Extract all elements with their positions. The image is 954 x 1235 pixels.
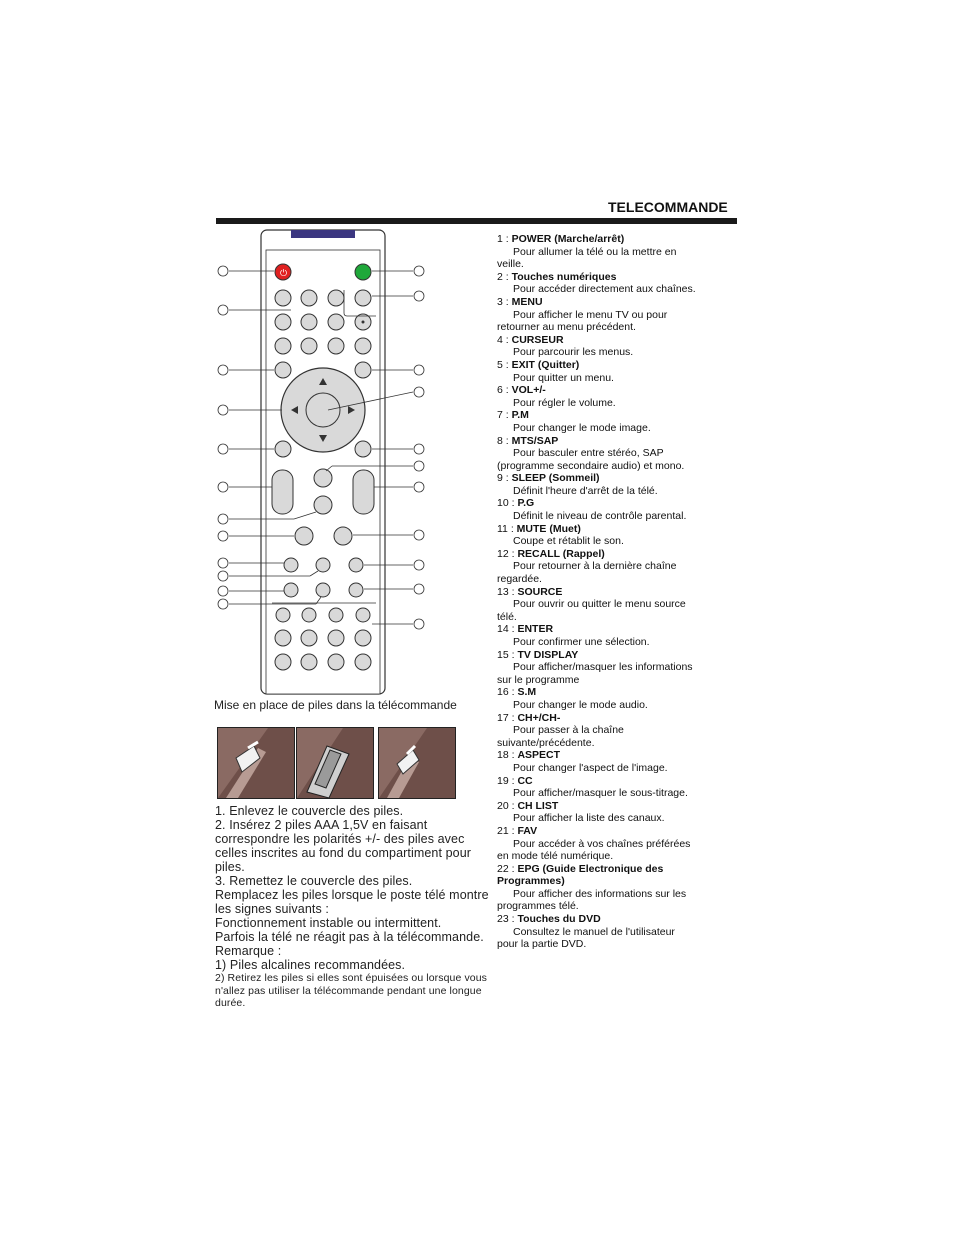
key-item: 22 : EPG (Guide Electronique des Programmes) Pour afficher des informations sur les programmes télé. (497, 862, 687, 913)
instruction-1: 1. Enlevez le couvercle des piles. (215, 804, 404, 818)
key-item: 4 : CURSEUR Pour parcourir les menus. (497, 333, 634, 359)
instruction-3: 3. Remettez le couvercle des piles. (215, 874, 413, 888)
key-item: 6 : VOL+/- Pour régler le volume. (497, 384, 616, 409)
key-item: 14 : ENTER Pour confirmer une sélection. (497, 623, 650, 648)
key-item: 19 : CC Pour afficher/masquer le sous-titrage. (497, 774, 688, 800)
battery-photo-3 (378, 727, 456, 799)
key-item: 8 : MTS/SAP Pour basculer entre stéréo, SAP (programme secondaire audio) et mono. (497, 434, 685, 472)
battery-instructions (215, 804, 495, 1010)
instruction-4: Remplacez les piles lorsque le poste télé montre les signes suivants : (215, 888, 489, 916)
instruction-7: Remarque : (215, 944, 282, 958)
instruction-6: Parfois la télé ne réagit pas à la télécommande. (215, 930, 484, 944)
header-rule (216, 218, 737, 224)
key-item: 23 : Touches du DVD Consultez le manuel de l'utilisateur pour la partie DVD. (497, 913, 675, 951)
svg-text:⏻: ⏻ (280, 269, 288, 279)
key-item: 13 : SOURCE Pour ouvrir ou quitter le menu source télé. (497, 585, 686, 623)
key-item: 21 : FAV Pour accéder à vos chaînes préférées en mode télé numérique. (497, 824, 691, 863)
key-item: 7 : P.M Pour changer le mode image. (497, 409, 651, 434)
key-item: 9 : SLEEP (Sommeil) Définit l'heure d'arrêt de la télé. (497, 472, 658, 497)
remote-illustration (216, 228, 476, 696)
remote-diagram (216, 228, 476, 696)
battery-photo-1 (217, 727, 295, 799)
note-small: 2) Retirez les piles si elles sont épuisées ou lorsque vous n'allez pas utiliser la télécommande pendant une longue durée. (215, 972, 488, 1009)
key-item: 3 : MENU Pour afficher le menu TV ou pour retourner au menu précédent. (497, 295, 668, 334)
key-item: 16 : S.M Pour changer le mode audio. (497, 686, 648, 711)
key-item: 2 : Touches numériques Pour accéder directement aux chaînes. (497, 270, 696, 296)
key-descriptions (497, 233, 697, 951)
instruction-5: Fonctionnement instable ou intermittent. (215, 916, 442, 930)
key-item: 18 : ASPECT Pour changer l'aspect de l'image. (497, 749, 668, 774)
battery-install-title: Mise en place de piles dans la télécommande (214, 698, 457, 712)
key-item: 12 : RECALL (Rappel) Pour retourner à la dernière chaîne regardée. (497, 547, 677, 586)
instruction-8: 1) Piles alcalines recommandées. (215, 958, 406, 972)
key-item: 1 : POWER (Marche/arrêt) Pour allumer la télé ou la mettre en veille. (497, 233, 677, 271)
key-item: 15 : TV DISPLAY Pour afficher/masquer les informations sur le programme (497, 648, 693, 686)
key-item: 17 : CH+/CH- Pour passer à la chaîne suivante/précédente. (497, 711, 624, 749)
key-item: 20 : CH LIST Pour afficher la liste des canaux. (497, 799, 665, 825)
instruction-2: 2. Insérez 2 piles AAA 1,5V en faisant correspondre les polarités +/- des piles avec celles inscrites au fond du compartiment pour piles. (215, 818, 472, 874)
battery-photo-2 (296, 727, 374, 799)
key-item: 5 : EXIT (Quitter) Pour quitter un menu. (497, 358, 614, 384)
key-item: 10 : P.G Définit le niveau de contrôle parental. (497, 497, 687, 523)
key-item: 11 : MUTE (Muet) Coupe et rétablit le son. (497, 522, 624, 548)
page-title: TELECOMMANDE (608, 199, 728, 215)
